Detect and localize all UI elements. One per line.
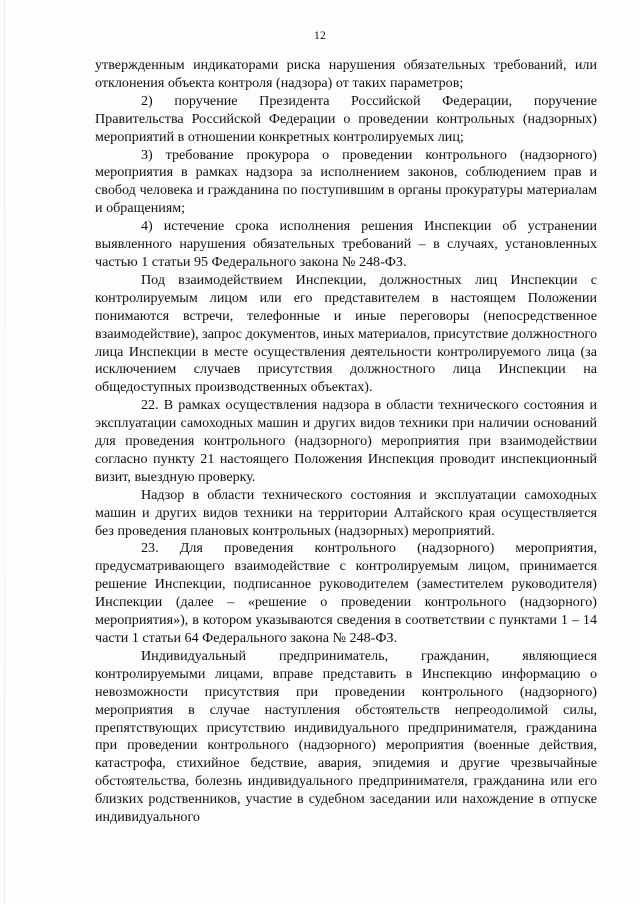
paragraph-continuation: утвержденным индикаторами риска нарушения обязательных требований, или отклонения объекта контроля (надзора) от таких параметров; xyxy=(95,57,597,91)
paragraph-section-23: 23. Для проведения контрольного (надзорного) мероприятия, предусматривающего взаимодействие с контролируемым лицом, принимается решение Инспекции, подписанное руководителем (заместителем руководителя) Инспекции (далее – «решение о проведении контрольного (надзорного) мероприятия»), в котором указываются сведения в соответствии с пунктами 1 – 14 части 1 статьи 64 Федерального закона № 248-ФЗ. xyxy=(95,540,597,646)
document-body xyxy=(95,57,597,827)
paragraph-supervision-no-plans: Надзор в области технического состояния и эксплуатации самоходных машин и других видов техники на территории Алтайского края осуществляется без проведения плановых контрольных (надзорных) мероприятий. xyxy=(95,486,597,539)
paragraph-interaction-definition: Под взаимодействием Инспекции, должностных лиц Инспекции с контролируемым лицом или его представителем в настоящем Положении понимаются встречи, телефонные и иные переговоры (непосредственное взаимодействие), запрос документов, иных материалов, присутствие должностного лица Инспекции в месте осуществления деятельности контролируемого лица (за исключением случаев присутствия должностного лица Инспекции на общедоступных производственных объектах). xyxy=(95,271,597,396)
scan-edge-shadow xyxy=(4,0,5,904)
paragraph-entrepreneur-notice: Индивидуальный предприниматель, гражданин, являющиеся контролируемыми лицами, вправе представить в Инспекцию информацию о невозможности присутствия при проведении контрольного (надзорного) мероприятия в случае наступления обстоятельств непреодолимой силы, препятствующих присутствию индивидуального предпринимателя, гражданина при проведении контрольного (надзорного) мероприятия (военные действия, катастрофа, стихийное бедствие, авария, эпидемия и другие чрезвычайные обстоятельства, болезнь индивидуального предпринимателя, гражданина или его близких родственников, участие в судебном заседании или нахождение в отпуске индивидуального xyxy=(95,647,597,826)
paragraph-item-3: 3) требование прокурора о проведении контрольного (надзорного) мероприятия в рамках надзора за исполнением законов, соблюдением прав и свобод человека и гражданина по поступившим в органы прокуратуры материалам и обращениям; xyxy=(95,146,597,217)
paragraph-item-4: 4) истечение срока исполнения решения Инспекции об устранении выявленного нарушения обязательных требований – в случаях, установленных частью 1 статьи 95 Федерального закона № 248-ФЗ. xyxy=(95,218,597,270)
page-number: 12 xyxy=(314,30,326,42)
paragraph-item-2: 2) поручение Президента Российской Федерации, поручение Правительства Российской Федерации о проведении контрольных (надзорных) мероприятий в отношении конкретных контролируемых лиц; xyxy=(95,92,597,145)
paragraph-section-22: 22. В рамках осуществления надзора в области технического состояния и эксплуатации самоходных машин и других видов техники при наличии оснований для проведения контрольного (надзорного) мероприятия при взаимодействии согласно пункту 21 настоящего Положения Инспекция проводит инспекционный визит, выездную проверку. xyxy=(95,397,597,485)
